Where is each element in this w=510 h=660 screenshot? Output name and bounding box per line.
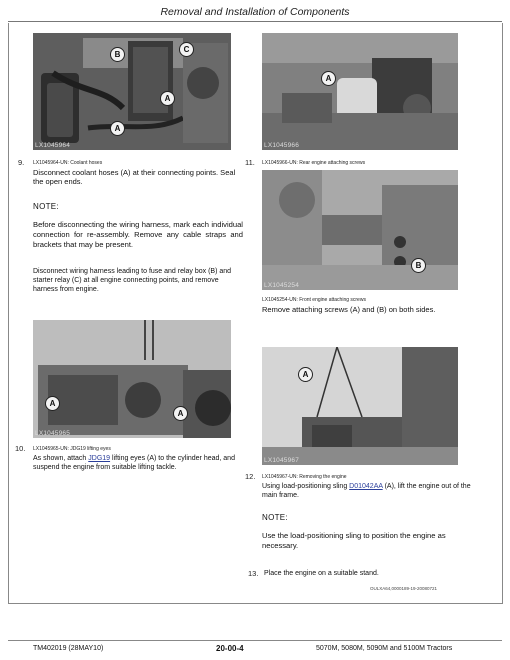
step-text-pre: Using load-positioning sling bbox=[262, 483, 350, 490]
step-text: Place the engine on a suitable stand. bbox=[264, 570, 379, 577]
photo-front-screws-art bbox=[262, 170, 458, 290]
footer-right: 5070M, 5080M, 5090M and 5100M Tractors bbox=[316, 645, 453, 652]
callout-b: B bbox=[411, 258, 426, 273]
photo-id: LX1045967 bbox=[264, 457, 300, 464]
photo-coolant-hoses bbox=[33, 33, 231, 150]
photo-id: LX1045965 bbox=[35, 430, 71, 437]
photo-caption: LX1045254-UN: Front engine attaching screws bbox=[262, 297, 366, 303]
photo-rear-screws bbox=[262, 33, 458, 150]
step-number: 13. bbox=[248, 569, 259, 578]
step-text bbox=[33, 454, 243, 472]
step-text bbox=[262, 482, 472, 500]
jdg19-link[interactable]: JDG19 bbox=[88, 455, 111, 462]
footer-rule bbox=[8, 640, 502, 641]
step-number: 12. bbox=[245, 472, 256, 481]
callout-c: C bbox=[179, 42, 194, 57]
photo-id: LX1045254 bbox=[264, 282, 300, 289]
step-text-post: lifting eyes (A) to the cylinder head, and suspend the engine from suitable lifting tackle. bbox=[33, 455, 235, 471]
step-text: Disconnect coolant hoses (A) at their connecting points. Seal the open ends. bbox=[33, 168, 236, 187]
page-number: 20-00-4 bbox=[216, 644, 244, 653]
photo-rear-screws-art bbox=[262, 33, 458, 150]
note-label: NOTE: bbox=[33, 202, 59, 211]
step-text-pre: As shown, attach bbox=[33, 455, 89, 462]
photo-id: LX1045966 bbox=[264, 142, 300, 149]
d01042aa-link[interactable]: D01042AA bbox=[349, 483, 383, 490]
note-label: NOTE: bbox=[262, 513, 288, 522]
callout-a: A bbox=[110, 121, 125, 136]
photo-coolant-hoses-art bbox=[33, 33, 231, 150]
photo-removing-engine bbox=[262, 347, 458, 465]
photo-caption: LX1045965-UN: JDG19 lifting eyes bbox=[33, 446, 111, 452]
photo-front-screws bbox=[262, 170, 458, 290]
photo-caption: LX1045967-UN: Removing the engine bbox=[262, 474, 347, 480]
step-text-post: (A), lift the engine out of the main frame. bbox=[262, 483, 471, 499]
photo-id: LX1045964 bbox=[35, 142, 71, 149]
callout-a: A bbox=[160, 91, 175, 106]
callout-a: A bbox=[173, 406, 188, 421]
header-rule bbox=[8, 21, 502, 22]
step-text: Remove attaching screws (A) and (B) on both sides. bbox=[262, 305, 436, 314]
step-number: 9. bbox=[18, 158, 25, 167]
photo-removing-engine-art bbox=[262, 347, 458, 465]
callout-a: A bbox=[298, 367, 313, 382]
reference-code: OULXA64,0000189-19-20080721 bbox=[370, 586, 438, 591]
photo-lifting-eyes bbox=[33, 320, 231, 438]
callout-b: B bbox=[110, 47, 125, 62]
page-header: Removal and Installation of Components bbox=[160, 6, 350, 18]
step-number: 11. bbox=[245, 158, 255, 167]
callout-a: A bbox=[321, 71, 336, 86]
photo-caption: LX1045964-UN: Coolant hoses bbox=[33, 160, 103, 166]
step-number: 10. bbox=[15, 444, 26, 453]
note-text: Before disconnecting the wiring harness, mark each individual connection for re-assembly. Remove any cable straps and brackets that may be present. bbox=[33, 220, 243, 249]
footer-left: TM402019 (28MAY10) bbox=[33, 645, 104, 652]
note-text: Use the load-positioning sling to position the engine as necessary. bbox=[262, 531, 446, 550]
photo-lifting-eyes-art bbox=[33, 320, 231, 438]
step-text: Disconnect wiring harness leading to fuse and relay box (B) and starter relay (C) at all engine connecting points, and remove harness from engine. bbox=[33, 268, 232, 293]
callout-a: A bbox=[45, 396, 60, 411]
photo-caption: LX1045966-UN: Rear engine attaching screws bbox=[262, 160, 366, 166]
